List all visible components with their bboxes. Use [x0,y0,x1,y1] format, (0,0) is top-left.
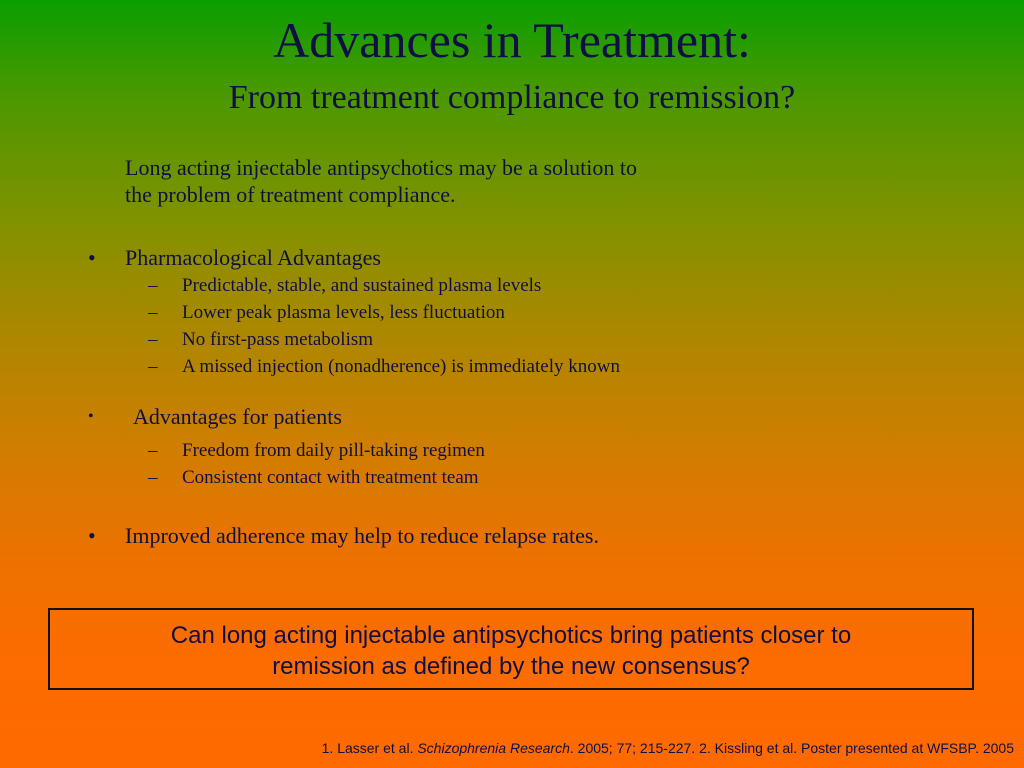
dash-marker: – [148,467,158,488]
intro-line: Long acting injectable antipsychotics may be a solution to [125,155,637,180]
sub-bullet-text: Freedom from daily pill-taking regimen [182,440,485,461]
bullet-marker: • [88,408,94,425]
question-line: remission as defined by the new consensus? [272,653,750,680]
question-line: Can long acting injectable antipsychotics bring patients closer to [170,622,852,649]
sub-bullet-text: Lower peak plasma levels, less fluctuation [182,302,505,323]
dash-marker: – [148,275,158,296]
dash-marker: – [148,302,158,323]
slide-subtitle: From treatment compliance to remission? [228,79,796,116]
bullet-marker: • [88,245,96,270]
intro-line: the problem of treatment compliance. [125,182,456,207]
footnote-references [322,739,1014,757]
sub-bullet-text: Predictable, stable, and sustained plasma levels [182,275,542,296]
question-box [48,608,974,690]
footnote-journal: Schizophrenia Research [417,740,570,756]
dash-marker: – [148,356,158,377]
dash-marker: – [148,440,158,461]
bullet-marker: • [88,523,96,548]
bullet-text: Advantages for patients [133,404,342,429]
footnote-part: . 2005; 77; 215-227. 2. Kissling et al. Poster presented at WFSBP. 2005 [569,740,1014,756]
sub-bullet-text: A missed injection (nonadherence) is immediately known [182,356,620,377]
sub-bullet-text: No first-pass metabolism [182,329,374,350]
slide-title: Advances in Treatment: [273,12,751,68]
bullet-text: Pharmacological Advantages [125,245,381,270]
bullet-text: Improved adherence may help to reduce relapse rates. [125,523,599,548]
dash-marker: – [148,329,158,350]
intro-paragraph [125,154,845,208]
sub-bullet-text: Consistent contact with treatment team [182,467,479,488]
footnote-part: 1. Lasser et al. [321,740,418,756]
